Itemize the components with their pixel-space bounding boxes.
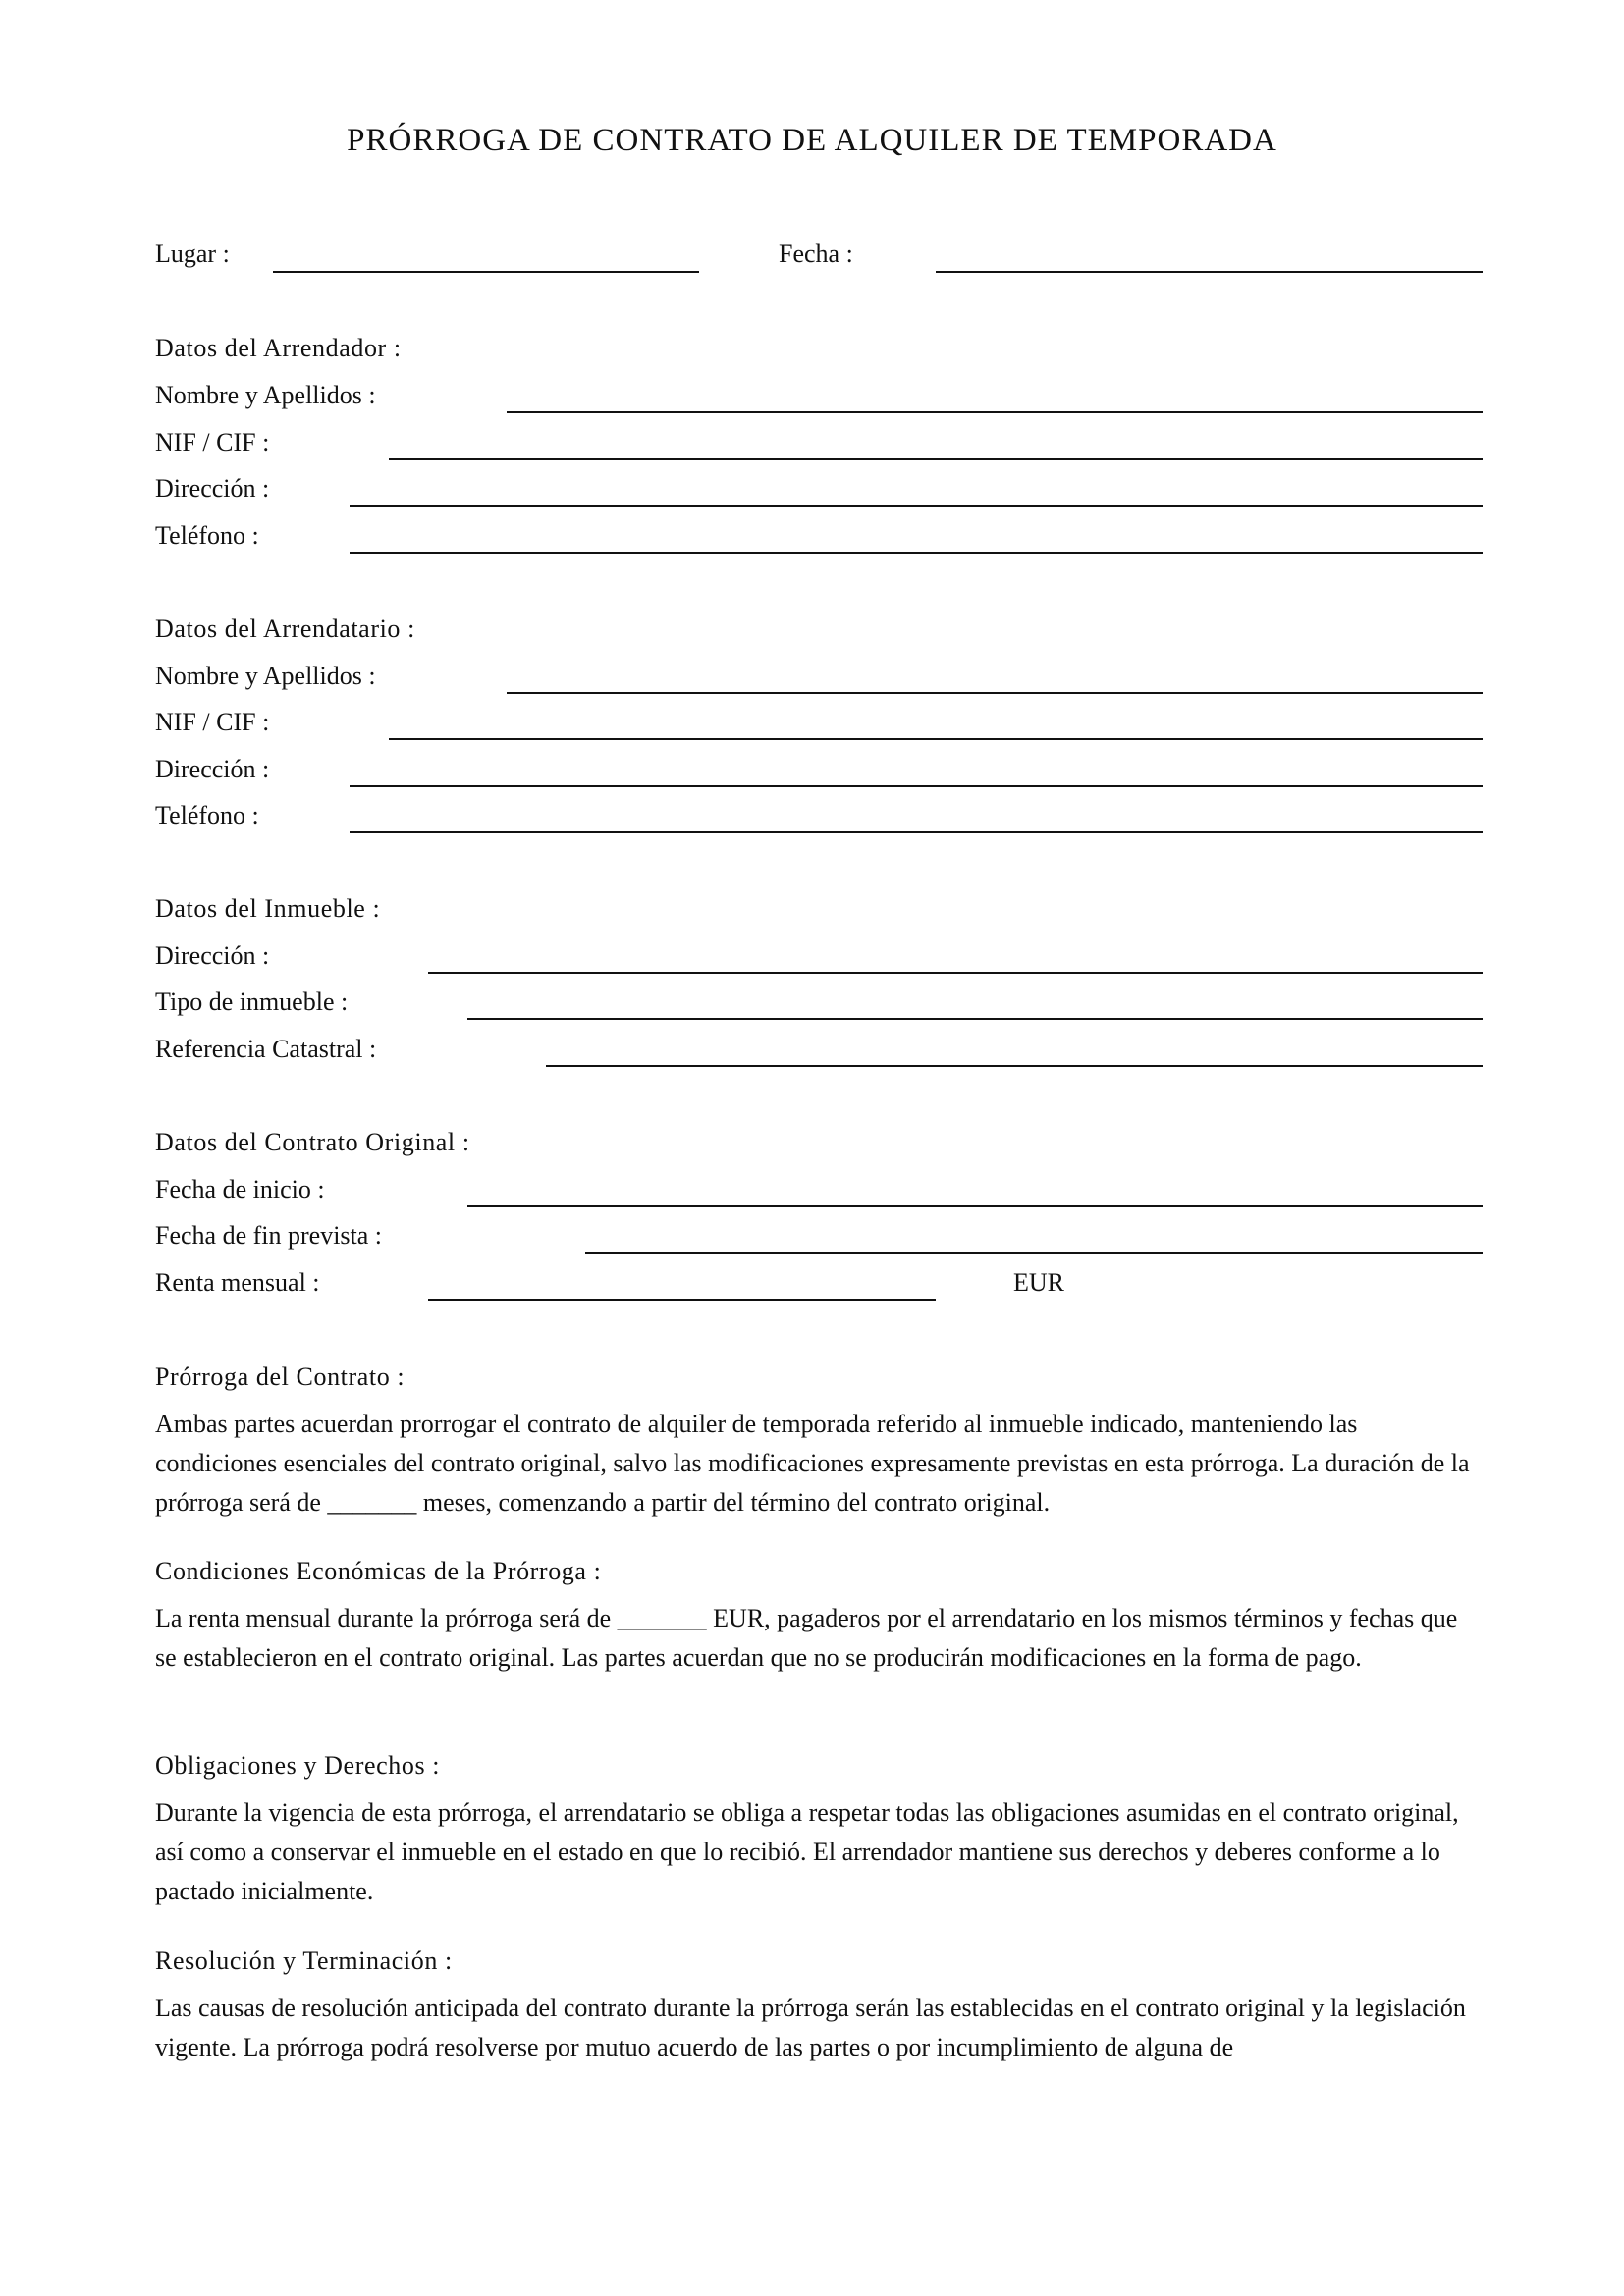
contrato-fecha-fin-label: Fecha de fin prevista : <box>155 1221 383 1250</box>
arrendatario-direccion-field[interactable] <box>350 785 1483 787</box>
inmueble-heading: Datos del Inmueble : <box>155 894 381 923</box>
arrendatario-telefono-label: Teléfono : <box>155 801 259 829</box>
prorroga-paragraph: Ambas partes acuerdan prorrogar el contrato de alquiler de temporada referido al inmueble indicado, manteniendo las condiciones esenciales del contrato original, salvo las modificaciones expresamente previstas en esta prórroga. La duración de la prórroga será de _______ meses, comenzando a partir del término del contrato original. <box>155 1410 1470 1517</box>
arrendatario-direccion-label: Dirección : <box>155 755 270 783</box>
inmueble-direccion-field[interactable] <box>428 972 1483 974</box>
contrato-fecha-fin-field[interactable] <box>585 1252 1483 1254</box>
inmueble-referencia-field[interactable] <box>546 1065 1483 1067</box>
inmueble-tipo-field[interactable] <box>467 1018 1483 1020</box>
arrendador-nombre-label: Nombre y Apellidos : <box>155 381 376 409</box>
arrendatario-nif-label: NIF / CIF : <box>155 708 270 736</box>
resolucion-paragraph: Las causas de resolución anticipada del contrato durante la prórroga serán las establecidas en el contrato original y la legislación vigente. La prórroga podrá resolverse por mutuo acuerdo de las partes o por incumplimiento de alguna de <box>155 1994 1466 2061</box>
inmueble-tipo-label: Tipo de inmueble : <box>155 988 349 1016</box>
arrendatario-telefono-field[interactable] <box>350 831 1483 833</box>
economicas-heading: Condiciones Económicas de la Prórroga : <box>155 1557 602 1585</box>
contrato-renta-field[interactable] <box>428 1299 936 1301</box>
arrendador-telefono-field[interactable] <box>350 552 1483 554</box>
inmueble-direccion-label: Dirección : <box>155 941 270 970</box>
arrendador-direccion-field[interactable] <box>350 505 1483 507</box>
contrato-fecha-inicio-field[interactable] <box>467 1205 1483 1207</box>
fecha-field[interactable] <box>936 271 1483 273</box>
arrendador-nif-field[interactable] <box>389 458 1483 460</box>
arrendador-nif-label: NIF / CIF : <box>155 428 270 456</box>
lugar-label: Lugar : <box>155 240 230 268</box>
obligaciones-paragraph: Durante la vigencia de esta prórroga, el arrendatario se obliga a respetar todas las obligaciones asumidas en el contrato original, así como a conservar el inmueble en el estado en que lo recibió. El arrendador mantiene sus derechos y deberes conforme a lo pactado inicialmente. <box>155 1798 1459 1905</box>
arrendatario-heading: Datos del Arrendatario : <box>155 614 415 643</box>
arrendatario-nombre-label: Nombre y Apellidos : <box>155 662 376 690</box>
contrato-currency: EUR <box>1013 1268 1064 1297</box>
arrendador-telefono-label: Teléfono : <box>155 521 259 550</box>
lugar-field[interactable] <box>273 271 699 273</box>
contrato-heading: Datos del Contrato Original : <box>155 1128 470 1156</box>
obligaciones-heading: Obligaciones y Derechos : <box>155 1751 441 1780</box>
inmueble-referencia-label: Referencia Catastral : <box>155 1035 377 1063</box>
document-title: PRÓRROGA DE CONTRATO DE ALQUILER DE TEMPORADA <box>347 123 1277 158</box>
arrendador-direccion-label: Dirección : <box>155 474 270 503</box>
fecha-label: Fecha : <box>779 240 853 268</box>
arrendatario-nombre-field[interactable] <box>507 692 1483 694</box>
arrendador-nombre-field[interactable] <box>507 411 1483 413</box>
economicas-paragraph: La renta mensual durante la prórroga será de _______ EUR, pagaderos por el arrendatario en los mismos términos y fechas que se establecieron en el contrato original. Las partes acuerdan que no se producirán modificaciones en la forma de pago. <box>155 1604 1458 1672</box>
prorroga-heading: Prórroga del Contrato : <box>155 1362 406 1391</box>
arrendador-heading: Datos del Arrendador : <box>155 334 402 362</box>
contrato-fecha-inicio-label: Fecha de inicio : <box>155 1175 325 1203</box>
resolucion-heading: Resolución y Terminación : <box>155 1947 453 1975</box>
contrato-renta-label: Renta mensual : <box>155 1268 320 1297</box>
arrendatario-nif-field[interactable] <box>389 738 1483 740</box>
